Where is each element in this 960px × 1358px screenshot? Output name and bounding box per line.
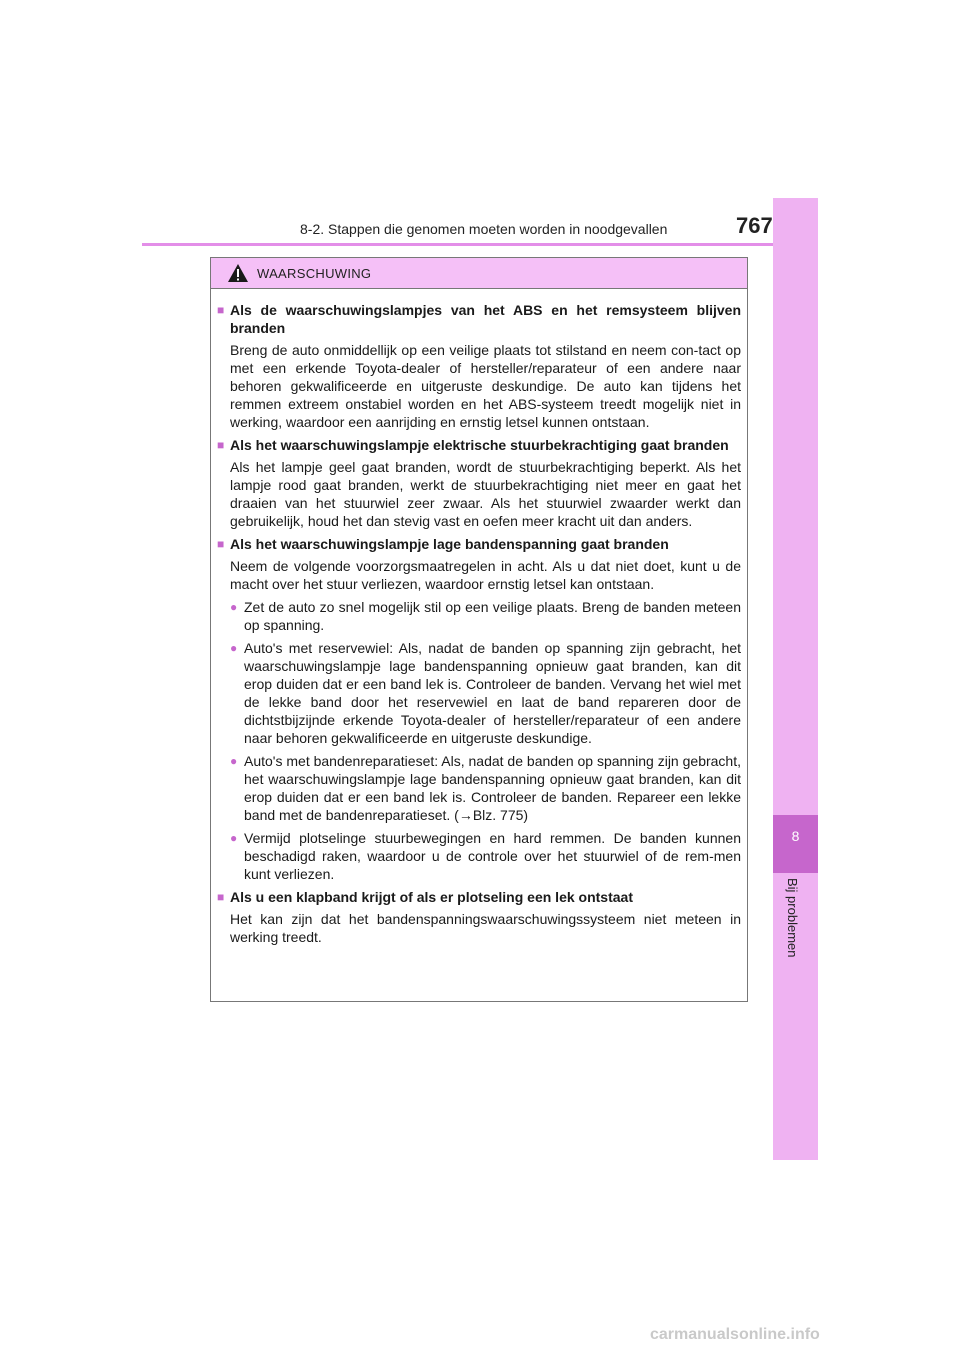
section-body: Het kan zijn dat het bandenspanningswaarschuwingssysteem niet meteen in werking treedt. <box>230 911 741 945</box>
warning-title: WAARSCHUWING <box>257 265 372 281</box>
section-body: Als het lampje geel gaat branden, wordt de stuurbekrachtiging beperkt. Als het lampje rood gaat branden, werkt de stuurbekrachtiging niet meer en gaat het draaien van het stuurwiel zeer zwaar. Als het stuurwiel zwaarder werkt dan gebruikelijk, houd het dan stevig vast en oefen meer kracht uit dan anders. <box>230 459 741 529</box>
section-heading-text: Als de waarschuwingslampjes van het ABS en het remsysteem blijven branden <box>230 302 741 336</box>
section-heading-text: Als het waarschuwingslampje lage bandenspanning gaat branden <box>230 536 669 552</box>
section-body: Breng de auto onmiddellijk op een veilige plaats tot stilstand en neem con-tact op met een erkende Toyota-dealer of hersteller/reparateur of een andere naar behoren gekwalificeerde en uitgeruste deskundige. De auto kan tijdens het remmen extreem onstabiel worden en het ABS-systeem treedt mogelijk niet in werking, waardoor een aanrijding en ernstig letsel kunnen ontstaan. <box>230 342 741 430</box>
section-heading <box>217 888 741 906</box>
section-heading <box>217 436 741 454</box>
chapter-side-tab <box>773 198 818 1160</box>
warning-box <box>210 257 748 1002</box>
section-tire-pressure <box>217 535 741 883</box>
list-item <box>230 598 741 634</box>
square-bullet-icon: ■ <box>217 438 225 452</box>
watermark: carmanualsonline.info <box>650 1326 820 1343</box>
list-item <box>230 752 741 824</box>
section-steering <box>217 436 741 530</box>
list-item-text: Auto's met reservewiel: Als, nadat de banden op spanning zijn gebracht, het waarschuwingslampje lage bandenspanning opnieuw gaat branden, kan dit erop duiden dat er een band lek is. Controleer de banden. Vervang het wiel met de lekke band door het reservewiel en laat de band repareren door de dichtstbijzijnde erkende Toyota-dealer of hersteller/reparateur of een andere naar behoren gekwalificeerde en uitgeruste deskundige. <box>244 640 741 746</box>
list-item <box>230 829 741 883</box>
square-bullet-icon: ■ <box>217 537 225 551</box>
list-item-text: Zet de auto zo snel mogelijk stil op een veilige plaats. Breng de banden meteen op spanning. <box>244 599 741 633</box>
section-heading <box>217 535 741 553</box>
section-heading-text: Als u een klapband krijgt of als er plotseling een lek ontstaat <box>230 889 633 905</box>
round-bullet-icon: ● <box>230 600 238 614</box>
chapter-number: 8 <box>791 828 800 844</box>
warning-triangle-icon <box>227 263 249 283</box>
section-body: Neem de volgende voorzorgsmaatregelen in acht. Als u dat niet doet, kunt u de macht over het stuur verliezen, waardoor ernstig letsel kan ontstaan. <box>230 558 741 592</box>
round-bullet-icon: ● <box>230 754 238 768</box>
section-heading <box>217 301 741 337</box>
header-divider <box>142 243 818 246</box>
round-bullet-icon: ● <box>230 641 238 655</box>
warning-header <box>211 258 747 289</box>
round-bullet-icon: ● <box>230 831 238 845</box>
square-bullet-icon: ■ <box>217 303 225 317</box>
warning-content <box>211 289 747 946</box>
square-bullet-icon: ■ <box>217 890 225 904</box>
page-number: 767 <box>736 213 773 238</box>
section-flat-tire <box>217 888 741 946</box>
list-item-text: Vermijd plotselinge stuurbewegingen en hard remmen. De banden kunnen beschadigd raken, waardoor u de controle over het stuurwiel of de rem-men kunt verliezen. <box>244 830 741 882</box>
list-item <box>230 639 741 747</box>
header-title: 8-2. Stappen die genomen moeten worden in noodgevallen <box>300 221 668 237</box>
chapter-number-block <box>773 815 818 873</box>
section-abs <box>217 301 741 431</box>
list-item-text: Auto's met bandenreparatieset: Als, nadat de banden op spanning zijn gebracht, het waarschuwingslampje lage bandenspanning opnieuw gaat branden, kan dit erop duiden dat er een band lek is. Controleer de banden. Repareer een lekke band met de bandenreparatieset. (→Blz. 775) <box>244 753 741 823</box>
section-heading-text: Als het waarschuwingslampje elektrische stuurbekrachtiging gaat branden <box>230 437 729 453</box>
